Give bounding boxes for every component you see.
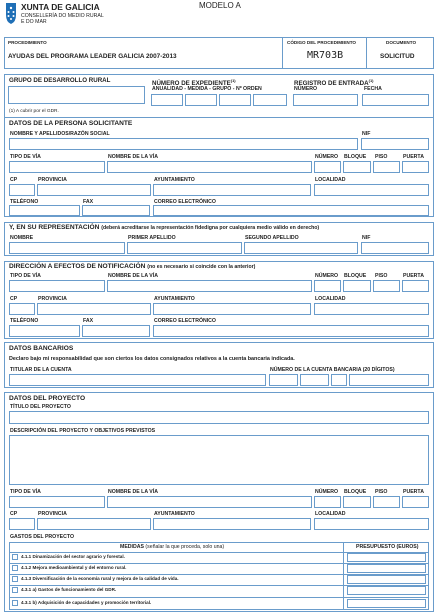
notification-door-field[interactable]: [402, 280, 429, 292]
applicant-nif-field[interactable]: [361, 138, 429, 150]
project-number-label: NÚMERO: [315, 489, 339, 495]
applicant-locality-field[interactable]: [314, 184, 429, 196]
measure-checkbox-4[interactable]: [12, 587, 18, 593]
applicant-title: DATOS DE LA PERSONA SOLICITANTE: [9, 120, 133, 127]
applicant-floor-field[interactable]: [373, 161, 400, 173]
representative-surname2-field[interactable]: [244, 242, 358, 254]
project-title-field[interactable]: [9, 411, 429, 424]
project-locality-label: LOCALIDAD: [315, 511, 346, 517]
notification-email-label: CORREO ELECTRÓNICO: [154, 318, 216, 324]
notification-floor-field[interactable]: [373, 280, 400, 292]
representative-surname1-field[interactable]: [127, 242, 242, 254]
project-description-label: DESCRIPCIÓN DEL PROYECTO Y OBJETIVOS PREVISTOS: [10, 428, 156, 434]
project-council-label: AYUNTAMIENTO: [154, 511, 195, 517]
logo-subtitle-1: CONSELLERÍA DO MEDIO RURAL: [21, 13, 104, 19]
notification-vianame-field[interactable]: [107, 280, 312, 292]
representative-surname1-label: PRIMER APELLIDO: [128, 235, 176, 241]
procedure-divider-1: [282, 37, 283, 69]
project-province-field[interactable]: [37, 518, 151, 530]
applicant-cp-label: CP: [10, 177, 18, 183]
applicant-vianame-label: NOMBRE DE LA VÍA: [108, 154, 158, 160]
measure-budget-2[interactable]: [347, 564, 426, 573]
notification-block-label: BLOQUE: [344, 273, 367, 279]
notification-council-label: AYUNTAMIENTO: [154, 296, 195, 302]
applicant-vianame-field[interactable]: [107, 161, 312, 173]
applicant-viatype-field[interactable]: [9, 161, 105, 173]
measure-label-2: 4.1.2 Mejora medioambiental y del entorno rural.: [21, 565, 127, 570]
project-door-field[interactable]: [402, 496, 429, 508]
logo-subtitle-2: E DO MAR: [21, 19, 47, 25]
bank-account-dc[interactable]: [331, 374, 347, 386]
notification-phone-field[interactable]: [9, 325, 80, 337]
notification-locality-field[interactable]: [314, 303, 429, 315]
register-date-field[interactable]: [362, 94, 429, 106]
applicant-fax-field[interactable]: [82, 205, 150, 216]
applicant-block-label: BLOQUE: [344, 154, 367, 160]
applicant-viatype-label: TIPO DE VÍA: [10, 154, 41, 160]
representative-surname2-label: SEGUNDO APELLIDO: [245, 235, 299, 241]
applicant-name-label: NOMBRE Y APELLIDOS/RAZÓN SOCIAL: [10, 131, 110, 137]
project-expenses-label: GASTOS DEL PROYECTO: [10, 534, 74, 540]
logo-title: XUNTA DE GALICIA: [21, 2, 100, 12]
applicant-province-label: PROVINCIA: [38, 177, 67, 183]
bank-holder-label: TITULAR DE LA CUENTA: [10, 367, 72, 373]
group-note: (1) A cubrir por el GDR.: [9, 109, 59, 114]
applicant-phone-field[interactable]: [9, 205, 80, 216]
applicant-council-label: AYUNTAMIENTO: [154, 177, 195, 183]
project-description-field[interactable]: [9, 435, 429, 485]
bank-account-office[interactable]: [300, 374, 329, 386]
document-label: DOCUMENTO: [386, 40, 417, 45]
notification-phone-label: TELÉFONO: [10, 318, 39, 324]
project-vianame-field[interactable]: [107, 496, 312, 508]
project-cp-field[interactable]: [9, 518, 35, 530]
applicant-council-field[interactable]: [153, 184, 311, 196]
applicant-door-label: PUERTA: [403, 154, 424, 160]
procedure-label: PROCEDIMIENTO: [8, 40, 47, 45]
expedient-sublabel: ANUALIDAD - MEDIDA - GRUPO - Nº ORDEN: [152, 86, 262, 92]
notification-cp-field[interactable]: [9, 303, 35, 315]
notification-cp-label: CP: [10, 296, 18, 302]
bank-account-label: NÚMERO DE LA CUENTA BANCARIA (20 DÍGITOS): [270, 367, 395, 373]
xunta-logo: [4, 2, 104, 32]
register-date-label: FECHA: [364, 86, 382, 92]
project-cp-label: CP: [10, 511, 18, 517]
applicant-locality-label: LOCALIDAD: [315, 177, 346, 183]
project-title-label: TÍTULO DEL PROYECTO: [10, 404, 71, 410]
project-block-label: BLOQUE: [344, 489, 367, 495]
measure-budget-1[interactable]: [347, 553, 426, 562]
bank-declaration: Declaro bajo mi responsabilidad que son ciertos los datos consignados relativos a la cuenta bancaria indicada.: [9, 356, 295, 362]
representative-name-field[interactable]: [9, 242, 125, 254]
expedient-field-group[interactable]: [219, 94, 251, 106]
measure-row-line-4: [9, 597, 429, 598]
notification-email-field[interactable]: [153, 325, 429, 337]
notification-floor-label: PISO: [375, 273, 388, 279]
notification-province-field[interactable]: [37, 303, 151, 315]
notification-province-label: PROVINCIA: [38, 296, 67, 302]
expedient-field-order[interactable]: [253, 94, 287, 106]
measure-label-5: 4.3.1 b) Adquisición de capacidades y promoción territorial.: [21, 600, 152, 605]
procedure-title: AYUDAS DEL PROGRAMA LEADER GALICIA 2007-2013: [8, 53, 177, 60]
bank-title: DATOS BANCARIOS: [9, 345, 74, 352]
notification-fax-field[interactable]: [82, 325, 150, 337]
applicant-name-field[interactable]: [9, 138, 358, 150]
applicant-door-field[interactable]: [402, 161, 429, 173]
model-label: MODELO A: [199, 1, 241, 10]
measure-label-4: 4.3.1 a) Gastos de funcionamiento del GDR.: [21, 587, 117, 592]
measure-checkbox-1[interactable]: [12, 554, 18, 560]
notification-block-field[interactable]: [343, 280, 371, 292]
project-province-label: PROVINCIA: [38, 511, 67, 517]
procedure-divider-2: [366, 37, 367, 69]
procedure-code: MR703B: [307, 50, 344, 61]
galicia-emblem-icon: [4, 3, 18, 25]
notification-door-label: PUERTA: [403, 273, 424, 279]
notification-title: DIRECCIÓN A EFECTOS DE NOTIFICACIÓN (no es necesario si coincide con la anterior): [9, 263, 256, 270]
bank-account-number[interactable]: [349, 374, 429, 386]
notification-viatype-field[interactable]: [9, 280, 105, 292]
project-viatype-label: TIPO DE VÍA: [10, 489, 41, 495]
measure-checkbox-5[interactable]: [12, 600, 18, 606]
bank-account-entity[interactable]: [269, 374, 298, 386]
applicant-cp-field[interactable]: [9, 184, 35, 196]
group-field[interactable]: [8, 86, 145, 104]
project-locality-field[interactable]: [314, 518, 429, 530]
applicant-fax-label: FAX: [83, 199, 94, 205]
applicant-nif-label: NIF: [362, 131, 371, 137]
notification-locality-label: LOCALIDAD: [315, 296, 346, 302]
register-number-label: NÚMERO: [294, 86, 318, 92]
project-council-field[interactable]: [153, 518, 311, 530]
notification-fax-label: FAX: [83, 318, 94, 324]
measures-header: MEDIDAS (señalar la que proceda, solo una): [120, 544, 225, 550]
project-block-field[interactable]: [343, 496, 371, 508]
applicant-number-label: NÚMERO: [315, 154, 339, 160]
measure-checkbox-2[interactable]: [12, 565, 18, 571]
expedient-field-year[interactable]: [151, 94, 183, 106]
notification-council-field[interactable]: [153, 303, 311, 315]
project-title: DATOS DEL PROYECTO: [9, 395, 86, 402]
notification-number-label: NÚMERO: [315, 273, 339, 279]
applicant-province-field[interactable]: [37, 184, 151, 196]
applicant-floor-label: PISO: [375, 154, 388, 160]
measure-budget-5[interactable]: [347, 599, 426, 608]
project-viatype-field[interactable]: [9, 496, 105, 508]
notification-number-field[interactable]: [314, 280, 341, 292]
project-number-field[interactable]: [314, 496, 341, 508]
representative-nif-field[interactable]: [361, 242, 429, 254]
expedient-label: NÚMERO DE EXPEDIENTE$^{(1)}$: [152, 78, 236, 88]
register-label: REGISTRO DE ENTRADA$^{(1)}$: [294, 78, 374, 88]
project-door-label: PUERTA: [403, 489, 424, 495]
document-value: SOLICITUD: [380, 53, 415, 60]
applicant-number-field[interactable]: [314, 161, 341, 173]
register-number-field[interactable]: [293, 94, 358, 106]
project-vianame-label: NOMBRE DE LA VÍA: [108, 489, 158, 495]
notification-viatype-label: TIPO DE VÍA: [10, 273, 41, 279]
measure-budget-3[interactable]: [347, 575, 426, 584]
measure-label-1: 4.1.1 Dinamización del sector agrario y forestal.: [21, 554, 125, 559]
project-floor-field[interactable]: [373, 496, 400, 508]
procedure-code-label: CÓDIGO DEL PROCEDIMIENTO: [287, 40, 356, 45]
budget-header: PRESUPUESTO (EUROS): [356, 544, 419, 550]
group-label: GRUPO DE DESARROLLO RURAL: [9, 77, 111, 84]
expedient-field-measure[interactable]: [185, 94, 217, 106]
notification-vianame-label: NOMBRE DE LA VÍA: [108, 273, 158, 279]
measure-budget-4[interactable]: [347, 586, 426, 595]
representative-title: Y, EN SU REPRESENTACIÓN (deberá acreditarse la representación fidedigna por cualquiera medio válido en derecho): [9, 224, 320, 231]
applicant-email-label: CORREO ELECTRÓNICO: [154, 199, 216, 205]
project-floor-label: PISO: [375, 489, 388, 495]
measure-label-3: 4.1.3 Diversificación de la economía rural y mejora de la calidad de vida.: [21, 576, 179, 581]
applicant-phone-label: TELÉFONO: [10, 199, 39, 205]
applicant-email-field[interactable]: [153, 205, 429, 216]
representative-nif-label: NIF: [362, 235, 371, 241]
measure-checkbox-3[interactable]: [12, 576, 18, 582]
applicant-block-field[interactable]: [343, 161, 371, 173]
bank-holder-field[interactable]: [9, 374, 266, 386]
representative-name-label: NOMBRE: [10, 235, 34, 241]
